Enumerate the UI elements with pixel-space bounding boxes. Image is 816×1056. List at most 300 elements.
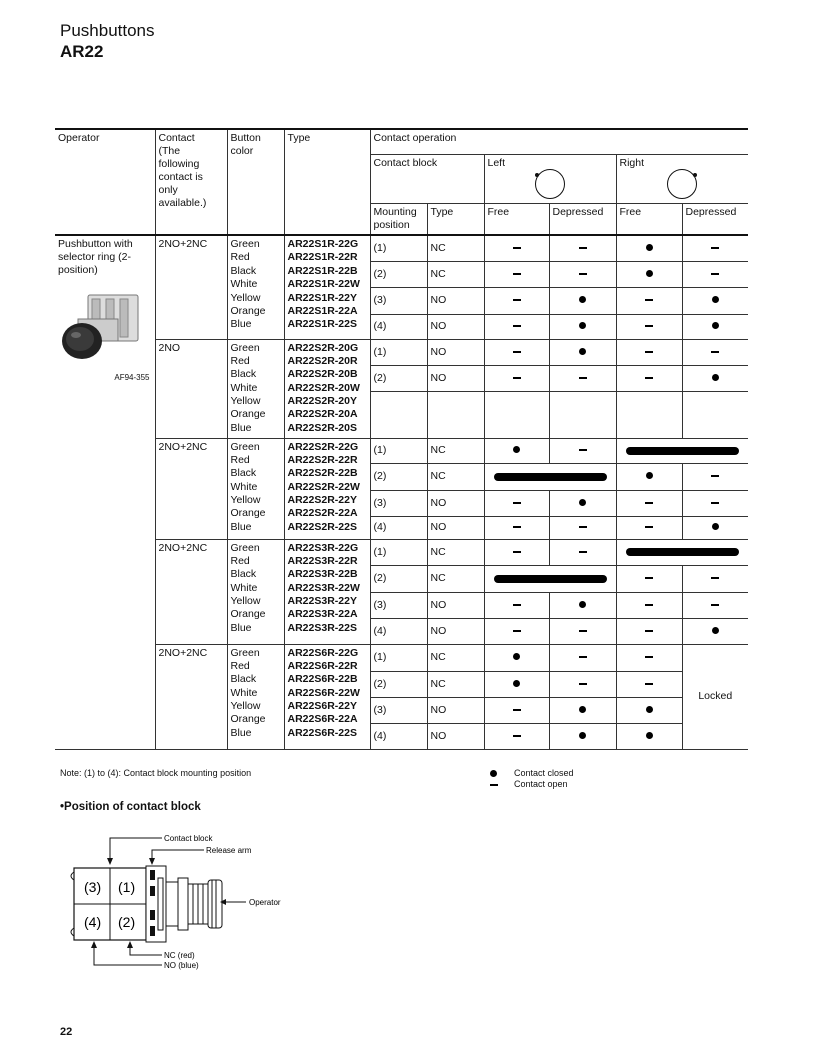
- left-depressed-closed-icon: [579, 322, 586, 329]
- left-closed-bar: [494, 575, 607, 583]
- block-type: NC: [427, 565, 484, 592]
- header-type: Type: [284, 129, 370, 235]
- right-free: [616, 516, 682, 539]
- contact-operation-table: [55, 128, 748, 750]
- page-number: 22: [60, 1026, 73, 1038]
- header-right-depressed: Depressed: [682, 204, 748, 236]
- type-code: AR22S2R-22S: [287, 520, 357, 533]
- right-free: [616, 463, 682, 490]
- section-title: •Position of contact block: [60, 801, 201, 813]
- type-code: AR22S2R-22B: [287, 467, 358, 480]
- block-type: NO: [427, 592, 484, 618]
- table-row: [55, 339, 748, 365]
- left-free: [484, 592, 549, 618]
- left-depressed-open-icon: [579, 551, 587, 553]
- left-free: [484, 539, 549, 565]
- diagram-release-arm: Release arm: [206, 846, 252, 855]
- empty-pos: [370, 391, 427, 438]
- right-free: [616, 697, 682, 723]
- contact-cell: 2NO+2NC: [155, 235, 227, 339]
- right-free-open-icon: [645, 683, 653, 685]
- type-code: AR22S3R-22B: [287, 568, 358, 581]
- header-mounting-position: Mounting position: [370, 204, 427, 236]
- button-color: Black: [230, 264, 257, 277]
- right-depressed-open-icon: [711, 502, 719, 504]
- type-code: AR22S2R-22W: [287, 480, 360, 493]
- mounting-position: (2): [370, 463, 427, 490]
- type-code: AR22S3R-22S: [287, 621, 357, 634]
- header-block-type: Type: [427, 204, 484, 236]
- button-color: Yellow: [230, 494, 261, 507]
- type-code: AR22S1R-22Y: [287, 291, 357, 304]
- left-free-closed-icon: [513, 680, 520, 687]
- button-color-list: [227, 438, 284, 539]
- left-closed-bar: [494, 473, 607, 481]
- block-type: NO: [427, 618, 484, 644]
- header-left-free: Free: [484, 204, 549, 236]
- type-code: AR22S6R-22G: [287, 646, 359, 659]
- right-free: [616, 618, 682, 644]
- left-free: [484, 516, 549, 539]
- button-color: Blue: [230, 520, 252, 533]
- button-color-list: [227, 644, 284, 749]
- type-code: AR22S3R-22R: [287, 554, 358, 567]
- right-free: [616, 339, 682, 365]
- type-code: AR22S6R-22S: [287, 726, 357, 739]
- left-free-open-icon: [513, 247, 521, 249]
- contact-closed-icon: [490, 770, 497, 777]
- right-depressed: [682, 618, 748, 644]
- left-free-open-icon: [513, 351, 521, 353]
- page-subtitle: AR22: [60, 42, 104, 61]
- left-free: [484, 287, 549, 314]
- button-color: Red: [230, 453, 250, 466]
- diagram-no: NO (blue): [164, 961, 199, 970]
- button-color: Blue: [230, 726, 252, 739]
- button-color: Yellow: [230, 395, 261, 408]
- type-code: AR22S1R-22S: [287, 318, 357, 331]
- mounting-position: (2): [370, 365, 427, 391]
- operator-cell: [55, 235, 155, 749]
- right-closed-bar: [626, 447, 740, 455]
- right-depressed: [682, 235, 748, 261]
- right-free-open-icon: [645, 299, 653, 301]
- left-free: [484, 644, 549, 671]
- button-color: White: [230, 381, 258, 394]
- right-depressed: [682, 516, 748, 539]
- header-operator: Operator: [55, 129, 155, 235]
- mounting-position: (4): [370, 314, 427, 339]
- mounting-position: (1): [370, 235, 427, 261]
- mounting-position: (1): [370, 339, 427, 365]
- empty-type: [427, 391, 484, 438]
- left-free-open-icon: [513, 551, 521, 553]
- right-depressed: [682, 314, 748, 339]
- left-free: [484, 365, 549, 391]
- left-free-open-icon: [513, 604, 521, 606]
- block-type: NO: [427, 314, 484, 339]
- type-list: [284, 539, 370, 644]
- block-type: NO: [427, 723, 484, 749]
- type-code: AR22S2R-22G: [287, 440, 359, 453]
- left-depressed: [549, 314, 616, 339]
- right-depressed: [682, 490, 748, 516]
- header-button-color: Button color: [227, 129, 284, 235]
- left-free-closed-icon: [513, 446, 520, 453]
- left-free-open-icon: [513, 526, 521, 528]
- table-row: [55, 539, 748, 565]
- left-depressed-closed-icon: [579, 296, 586, 303]
- button-color: Orange: [230, 713, 266, 726]
- header-right-free: Free: [616, 204, 682, 236]
- diagram-nc: NC (red): [164, 951, 195, 960]
- diagram-pos-3: (3): [84, 879, 102, 895]
- right-depressed-open-icon: [711, 351, 719, 353]
- block-type: NC: [427, 644, 484, 671]
- right-free: [616, 314, 682, 339]
- type-code: AR22S2R-20B: [287, 368, 358, 381]
- type-code: AR22S2R-20W: [287, 381, 360, 394]
- header-left-label: Left: [487, 157, 506, 169]
- diagram-pos-4: (4): [84, 914, 102, 930]
- left-free-open-icon: [513, 735, 521, 737]
- left-free-open-icon: [513, 709, 521, 711]
- type-code: AR22S6R-22W: [287, 686, 360, 699]
- button-color: Orange: [230, 507, 266, 520]
- left-free: [484, 490, 549, 516]
- left-depressed: [549, 365, 616, 391]
- type-code: AR22S6R-22B: [287, 673, 358, 686]
- button-color: Green: [230, 541, 260, 554]
- button-color: Yellow: [230, 595, 261, 608]
- mounting-position: (2): [370, 671, 427, 697]
- header-left: [484, 155, 616, 204]
- left-depressed: [549, 438, 616, 463]
- right-free-open-icon: [645, 656, 653, 658]
- left-depressed-closed-icon: [579, 732, 586, 739]
- type-code: AR22S1R-22W: [287, 278, 360, 291]
- left-free-open-icon: [513, 630, 521, 632]
- right-depressed-closed-icon: [712, 296, 719, 303]
- button-color: Red: [230, 354, 250, 367]
- button-color: White: [230, 581, 258, 594]
- right-free: [616, 490, 682, 516]
- left-depressed-closed-icon: [579, 601, 586, 608]
- button-color: White: [230, 480, 258, 493]
- left-depressed-open-icon: [579, 630, 587, 632]
- right-depressed: [682, 261, 748, 287]
- type-code: AR22S1R-22R: [287, 251, 358, 264]
- right-free: [616, 671, 682, 697]
- right-depressed: [682, 565, 748, 592]
- type-code: AR22S2R-22A: [287, 507, 358, 520]
- right-free-closed-icon: [646, 270, 653, 277]
- button-color-list: [227, 235, 284, 339]
- button-color-list: [227, 339, 284, 438]
- contact-cell: 2NO+2NC: [155, 438, 227, 539]
- right-depressed-closed-icon: [712, 627, 719, 634]
- right-free-open-icon: [645, 377, 653, 379]
- contact-cell: 2NO+2NC: [155, 539, 227, 644]
- right-depressed: [682, 365, 748, 391]
- button-color: Blue: [230, 421, 252, 434]
- right-free: [616, 723, 682, 749]
- pushbutton-product-image: [58, 289, 144, 365]
- left-free: [484, 618, 549, 644]
- right-free-open-icon: [645, 502, 653, 504]
- image-caption: AF94-355: [114, 373, 150, 382]
- header-contact-block: Contact block: [370, 155, 484, 204]
- empty-op: [682, 391, 748, 438]
- left-free-open-icon: [513, 325, 521, 327]
- right-depressed-closed-icon: [712, 523, 719, 530]
- button-color-list: [227, 539, 284, 644]
- left-free: [484, 235, 549, 261]
- header-contact-label: Contact: [158, 132, 195, 144]
- contact-open-icon: [490, 784, 498, 786]
- button-color: Green: [230, 440, 260, 453]
- right-position-dial-icon: [667, 169, 697, 199]
- right-free: [616, 565, 682, 592]
- block-type: NO: [427, 339, 484, 365]
- empty-op: [616, 391, 682, 438]
- type-list: [284, 644, 370, 749]
- block-type: NC: [427, 261, 484, 287]
- mounting-position: (2): [370, 565, 427, 592]
- left-free: [484, 723, 549, 749]
- button-color: Red: [230, 251, 250, 264]
- left-free: [484, 438, 549, 463]
- legend-closed: Contact closed: [514, 768, 574, 778]
- right-depressed-open-icon: [711, 247, 719, 249]
- diagram-operator: Operator: [249, 898, 281, 907]
- left-span: [484, 565, 616, 592]
- block-type: NO: [427, 516, 484, 539]
- right-free-open-icon: [645, 630, 653, 632]
- right-free-open-icon: [645, 604, 653, 606]
- left-depressed: [549, 671, 616, 697]
- left-depressed: [549, 723, 616, 749]
- button-color: Green: [230, 341, 260, 354]
- mounting-position: (1): [370, 644, 427, 671]
- legend: [488, 768, 574, 790]
- right-depressed: [682, 287, 748, 314]
- type-code: AR22S2R-22R: [287, 453, 358, 466]
- button-color: Black: [230, 368, 257, 381]
- left-depressed: [549, 339, 616, 365]
- block-type: NC: [427, 463, 484, 490]
- right-free-open-icon: [645, 325, 653, 327]
- diagram-contact-block: Contact block: [164, 834, 213, 843]
- right-free: [616, 261, 682, 287]
- type-list: [284, 438, 370, 539]
- right-free: [616, 365, 682, 391]
- left-free-open-icon: [513, 377, 521, 379]
- mounting-position: (3): [370, 490, 427, 516]
- empty-op: [484, 391, 549, 438]
- right-depressed: [682, 463, 748, 490]
- left-free-open-icon: [513, 273, 521, 275]
- left-free: [484, 697, 549, 723]
- empty-op: [549, 391, 616, 438]
- button-color: Black: [230, 568, 257, 581]
- block-type: NO: [427, 697, 484, 723]
- right-depressed-open-icon: [711, 475, 719, 477]
- button-color: Orange: [230, 608, 266, 621]
- mounting-position: (3): [370, 697, 427, 723]
- type-code: AR22S2R-20Y: [287, 395, 357, 408]
- button-color: Yellow: [230, 700, 261, 713]
- header-left-depressed: Depressed: [549, 204, 616, 236]
- type-code: AR22S1R-22B: [287, 264, 358, 277]
- button-color: Red: [230, 554, 250, 567]
- header-right-label: Right: [619, 157, 645, 169]
- right-depressed-closed-icon: [712, 374, 719, 381]
- left-free-open-icon: [513, 299, 521, 301]
- right-depressed-open-icon: [711, 577, 719, 579]
- left-depressed-closed-icon: [579, 348, 586, 355]
- right-free-closed-icon: [646, 244, 653, 251]
- page-title: Pushbuttons: [60, 21, 155, 40]
- button-color: Orange: [230, 304, 266, 317]
- left-depressed-closed-icon: [579, 499, 586, 506]
- header-contact-note: (The following contact is only available.): [158, 145, 207, 209]
- table-note: Note: (1) to (4): Contact block mounting position: [60, 768, 252, 778]
- type-code: AR22S3R-22G: [287, 541, 359, 554]
- button-color: White: [230, 278, 258, 291]
- left-depressed: [549, 235, 616, 261]
- type-list: [284, 339, 370, 438]
- right-closed-bar: [626, 548, 740, 556]
- button-color: Orange: [230, 408, 266, 421]
- table-row: [55, 235, 748, 261]
- type-code: AR22S6R-22R: [287, 659, 358, 672]
- button-color: Black: [230, 467, 257, 480]
- type-code: AR22S6R-22A: [287, 713, 358, 726]
- left-depressed-open-icon: [579, 377, 587, 379]
- right-free: [616, 644, 682, 671]
- operator-label: Pushbutton with selector ring (2-position): [58, 238, 133, 276]
- left-depressed: [549, 287, 616, 314]
- mounting-position: (1): [370, 539, 427, 565]
- right-depressed-open-icon: [711, 273, 719, 275]
- header-contact-operation: Contact operation: [370, 129, 748, 155]
- button-color: Black: [230, 673, 257, 686]
- left-depressed: [549, 697, 616, 723]
- right-span: [616, 438, 748, 463]
- type-code: AR22S2R-20G: [287, 341, 359, 354]
- contact-block-position-diagram: [60, 828, 320, 978]
- mounting-position: (3): [370, 287, 427, 314]
- right-depressed-closed-icon: [712, 322, 719, 329]
- block-type: NO: [427, 490, 484, 516]
- button-color: Red: [230, 659, 250, 672]
- left-depressed: [549, 644, 616, 671]
- mounting-position: (4): [370, 723, 427, 749]
- type-code: AR22S6R-22Y: [287, 700, 357, 713]
- type-code: AR22S2R-22Y: [287, 494, 357, 507]
- block-type: NO: [427, 287, 484, 314]
- right-span: [616, 539, 748, 565]
- mounting-position: (2): [370, 261, 427, 287]
- diagram-pos-1: (1): [118, 879, 136, 895]
- legend-open: Contact open: [514, 779, 568, 789]
- header-contact: [155, 129, 227, 235]
- button-color: Yellow: [230, 291, 261, 304]
- block-type: NC: [427, 438, 484, 463]
- right-depressed-open-icon: [711, 604, 719, 606]
- table-row: [55, 438, 748, 463]
- type-code: AR22S3R-22W: [287, 581, 360, 594]
- right-free-closed-icon: [646, 706, 653, 713]
- type-list: [284, 235, 370, 339]
- left-depressed-open-icon: [579, 449, 587, 451]
- left-depressed-open-icon: [579, 273, 587, 275]
- right-free: [616, 235, 682, 261]
- right-free-open-icon: [645, 351, 653, 353]
- left-depressed-open-icon: [579, 526, 587, 528]
- diagram-pos-2: (2): [118, 914, 136, 930]
- button-color: Green: [230, 646, 260, 659]
- button-color: Green: [230, 238, 260, 250]
- right-depressed: [682, 339, 748, 365]
- left-free: [484, 671, 549, 697]
- left-free: [484, 261, 549, 287]
- type-code: AR22S3R-22Y: [287, 595, 357, 608]
- type-code: AR22S3R-22A: [287, 608, 358, 621]
- left-depressed-closed-icon: [579, 706, 586, 713]
- contact-cell: 2NO+2NC: [155, 644, 227, 749]
- left-depressed-open-icon: [579, 247, 587, 249]
- type-code: AR22S2R-20S: [287, 421, 357, 434]
- right-free-open-icon: [645, 577, 653, 579]
- left-depressed: [549, 490, 616, 516]
- right-free-closed-icon: [646, 472, 653, 479]
- left-depressed: [549, 261, 616, 287]
- mounting-position: (4): [370, 618, 427, 644]
- left-free-open-icon: [513, 502, 521, 504]
- right-free-closed-icon: [646, 732, 653, 739]
- right-free: [616, 592, 682, 618]
- header-right: [616, 155, 748, 204]
- left-span: [484, 463, 616, 490]
- button-color: Blue: [230, 621, 252, 634]
- left-free: [484, 314, 549, 339]
- left-depressed: [549, 592, 616, 618]
- type-code: AR22S1R-22G: [287, 238, 359, 250]
- block-type: NC: [427, 235, 484, 261]
- block-type: NO: [427, 365, 484, 391]
- block-type: NC: [427, 671, 484, 697]
- table-row: [55, 644, 748, 671]
- left-depressed: [549, 516, 616, 539]
- type-code: AR22S2R-20R: [287, 354, 358, 367]
- button-color: White: [230, 686, 258, 699]
- mounting-position: (3): [370, 592, 427, 618]
- left-depressed: [549, 618, 616, 644]
- type-code: AR22S2R-20A: [287, 408, 358, 421]
- left-depressed-open-icon: [579, 683, 587, 685]
- contact-cell: 2NO: [155, 339, 227, 438]
- right-depressed: [682, 592, 748, 618]
- button-color: Blue: [230, 318, 252, 331]
- left-free-closed-icon: [513, 653, 520, 660]
- block-type: NC: [427, 539, 484, 565]
- locked-cell: Locked: [682, 644, 748, 749]
- left-depressed: [549, 539, 616, 565]
- mounting-position: (1): [370, 438, 427, 463]
- right-free: [616, 287, 682, 314]
